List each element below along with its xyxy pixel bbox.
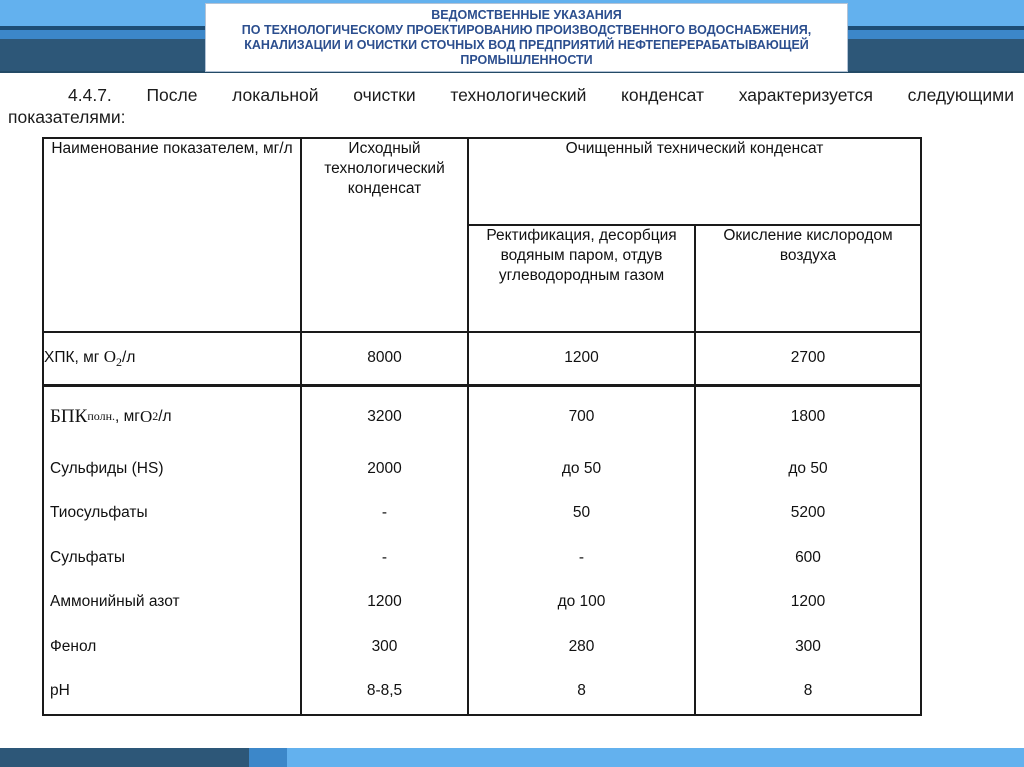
oxygen-symbol: О (103, 346, 117, 366)
bottom-bar-dark (0, 748, 249, 767)
xpk-value-oxidation: 2700 (695, 332, 921, 385)
sulfates-value-oxidation: 600 (795, 548, 821, 566)
header-initial-condensate: Исходный технологический конденсат (301, 138, 468, 332)
row-ammonium-label: Аммонийный азот (50, 593, 180, 611)
row-ph-label: pH (50, 682, 70, 700)
ph-value-oxidation: 8 (803, 682, 813, 700)
bpk-mid: , мг (115, 407, 140, 425)
phenol-value-oxidation: 300 (795, 637, 821, 655)
paragraph-447 (8, 84, 1014, 128)
oxygen-subscript: 2 (152, 409, 159, 423)
bpk-value-oxidation: 1800 (790, 407, 826, 425)
sulfides-value-rectification: до 50 (561, 459, 602, 477)
thiosulfates-value-oxidation: 5200 (790, 504, 826, 522)
xpk-label-suffix: /л (122, 348, 136, 366)
bpk-suffix: /л (158, 407, 172, 425)
ph-value-initial: 8-8,5 (366, 682, 403, 700)
banner-line-2: ПО ТЕХНОЛОГИЧЕСКОМУ ПРОЕКТИРОВАНИЮ ПРОИЗВОДСТВЕННОГО ВОДОСНАБЖЕНИЯ, (241, 22, 812, 37)
bpk-value-initial: 3200 (367, 407, 402, 425)
bpk-value-rectification: 700 (568, 407, 595, 425)
sulfides-value-initial: 2000 (367, 459, 402, 477)
sulfates-value-initial: - (381, 548, 388, 566)
row-bpk-label (44, 387, 300, 447)
thiosulfates-value-initial: - (381, 504, 388, 522)
xpk-label-prefix: ХПК, мг (44, 348, 104, 366)
row-sulfides-label: Сульфиды (HS) (50, 459, 164, 477)
body-initial-cell (301, 385, 468, 715)
xpk-value-rectification: 1200 (468, 332, 695, 385)
bottom-bar-medium (249, 748, 287, 767)
ammonium-value-initial: 1200 (367, 593, 402, 611)
ph-value-rectification: 8 (577, 682, 586, 700)
sulfates-value-rectification: - (578, 548, 585, 566)
body-labels-cell (43, 385, 301, 715)
bottom-bar-light (287, 748, 1024, 767)
paragraph-line-1: 4.4.7. После локальной очистки технологический конденсат характеризуется следующими (68, 85, 1014, 105)
row-sulfates-label: Сульфаты (50, 548, 125, 566)
banner-line-4: ПРОМЫШЛЕННОСТИ (460, 52, 593, 67)
bpk-base: БПК (50, 405, 88, 427)
condensate-table (42, 137, 922, 716)
xpk-value-initial: 8000 (301, 332, 468, 385)
header-oxidation: Окисление кислородом воздуха (695, 225, 921, 332)
row-xpk-label (43, 332, 301, 385)
phenol-value-initial: 300 (371, 637, 398, 655)
header-rectification: Ректификация, десорбция водяным паром, отдув углеводородным газом (468, 225, 695, 332)
body-oxidation-cell (695, 385, 921, 715)
phenol-value-rectification: 280 (568, 637, 595, 655)
header-treated-condensate: Очищенный технический конденсат (468, 138, 921, 225)
ammonium-value-rectification: до 100 (557, 593, 606, 611)
banner-title-box (205, 3, 848, 72)
banner-line-3: КАНАЛИЗАЦИИ И ОЧИСТКИ СТОЧНЫХ ВОД ПРЕДПРИЯТИЙ НЕФТЕПЕРЕРАБАТЫВАЮЩЕЙ (244, 37, 809, 52)
sulfides-value-oxidation: до 50 (788, 459, 828, 477)
row-phenol-label: Фенол (50, 637, 97, 655)
ammonium-value-oxidation: 1200 (790, 593, 826, 611)
oxygen-subscript: 2 (116, 354, 123, 369)
row-thiosulfates-label: Тиосульфаты (50, 504, 148, 522)
body-rectification-cell (468, 385, 695, 715)
banner-line-1: ВЕДОМСТВЕННЫЕ УКАЗАНИЯ (431, 7, 622, 22)
thiosulfates-value-rectification: 50 (572, 504, 591, 522)
header-parameter-name: Наименование показателем, мг/л (43, 138, 301, 332)
oxygen-symbol: О (139, 406, 153, 426)
bpk-subscript: полн. (87, 409, 115, 423)
paragraph-line-2: показателями: (8, 107, 126, 127)
